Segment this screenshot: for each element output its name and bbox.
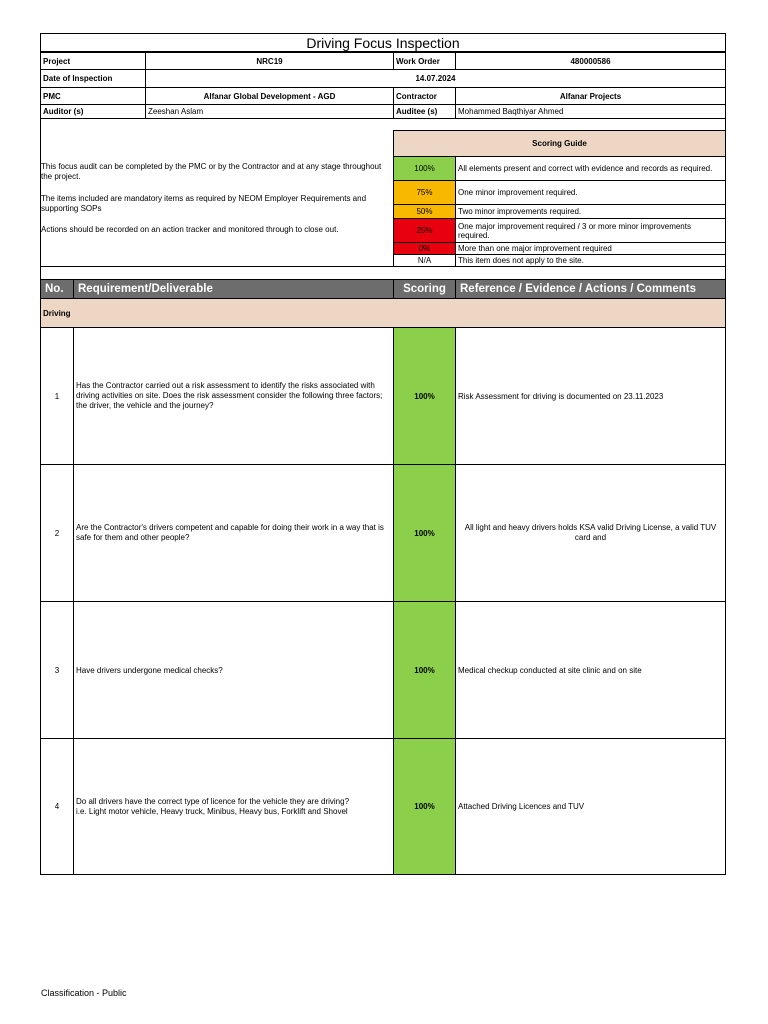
score-50-swatch: 50%	[393, 204, 456, 219]
score-100-desc: All elements present and correct with evidence and records as required.	[455, 156, 726, 181]
row-comment: All light and heavy drivers holds KSA valid Driving License, a valid TUV card and	[455, 464, 726, 602]
row-comment: Medical checkup conducted at site clinic and on site	[455, 601, 726, 739]
classification-footer: Classification - Public	[41, 988, 127, 998]
row-number: 3	[40, 601, 74, 739]
page-title	[40, 33, 726, 52]
score-100-swatch: 100%	[393, 156, 456, 181]
row-score: 100%	[393, 738, 456, 875]
project-label: Project	[40, 52, 146, 70]
page-title-text: Driving Focus Inspection	[306, 34, 460, 51]
score-50-desc: Two minor improvements required.	[455, 204, 726, 219]
row-score: 100%	[393, 464, 456, 602]
date-value: 14.07.2024	[145, 69, 726, 88]
row-requirement: Has the Contractor carried out a risk assessment to identify the risks associated with driving activities on site. Does the risk assessment consider the following three factors; the driver, the vehicle and the journey?	[73, 327, 394, 465]
header-scoring: Scoring	[393, 279, 456, 299]
score-25-swatch: 25%	[393, 218, 456, 243]
row-comment: Attached Driving Licences and TUV	[455, 738, 726, 875]
auditor-label: Auditor (s)	[40, 104, 146, 119]
note-line-3: Actions should be recorded on an action tracker and monitored through to close out.	[41, 225, 339, 234]
work-order-label: Work Order	[393, 52, 456, 70]
row-requirement: Have drivers undergone medical checks?	[73, 601, 394, 739]
pmc-value: Alfanar Global Development - AGD	[145, 87, 394, 105]
note-line-2: The items included are mandatory items as required by NEOM Employer Requirements and supporting SOPs	[41, 194, 367, 213]
date-label: Date of Inspection	[40, 69, 146, 88]
section-driving: Driving	[40, 298, 726, 328]
header-requirement: Requirement/Deliverable	[73, 279, 394, 299]
row-requirement: Do all drivers have the correct type of licence for the vehicle they are driving? i.e. Light motor vehicle, Heavy truck, Minibus, Heavy bus, Forklift and Shovel	[73, 738, 394, 875]
contractor-value: Alfanar Projects	[455, 87, 726, 105]
score-0-desc: More than one major improvement required	[455, 242, 726, 255]
row-requirement: Are the Contractor's drivers competent and capable for doing their work in a way that is safe for them and other people?	[73, 464, 394, 602]
auditee-label: Auditee (s)	[393, 104, 456, 119]
scoring-guide-title: Scoring Guide	[393, 130, 726, 157]
row-score: 100%	[393, 327, 456, 465]
work-order-value: 480000586	[455, 52, 726, 70]
pmc-label: PMC	[40, 87, 146, 105]
header-reference: Reference / Evidence / Actions / Comments	[455, 279, 726, 299]
contractor-label: Contractor	[393, 87, 456, 105]
score-0-swatch: 0%	[393, 242, 456, 255]
score-75-swatch: 75%	[393, 180, 456, 205]
auditor-value: Zeeshan Aslam	[145, 104, 394, 119]
score-25-desc: One major improvement required / 3 or more minor improvements required.	[455, 218, 726, 243]
score-na-desc: This item does not apply to the site.	[455, 254, 726, 267]
row-score: 100%	[393, 601, 456, 739]
row-number: 4	[40, 738, 74, 875]
score-75-desc: One minor improvement required.	[455, 180, 726, 205]
row-number: 2	[40, 464, 74, 602]
auditee-value: Mohammed Baqthiyar Ahmed	[455, 104, 726, 119]
header-no: No.	[40, 279, 74, 299]
score-na-swatch: N/A	[393, 254, 456, 267]
project-value: NRC19	[145, 52, 394, 70]
row-comment: Risk Assessment for driving is documented on 23.11.2023	[455, 327, 726, 465]
row-number: 1	[40, 327, 74, 465]
note-line-1: This focus audit can be completed by the PMC or by the Contractor and at any stage throughout the project.	[41, 162, 382, 181]
